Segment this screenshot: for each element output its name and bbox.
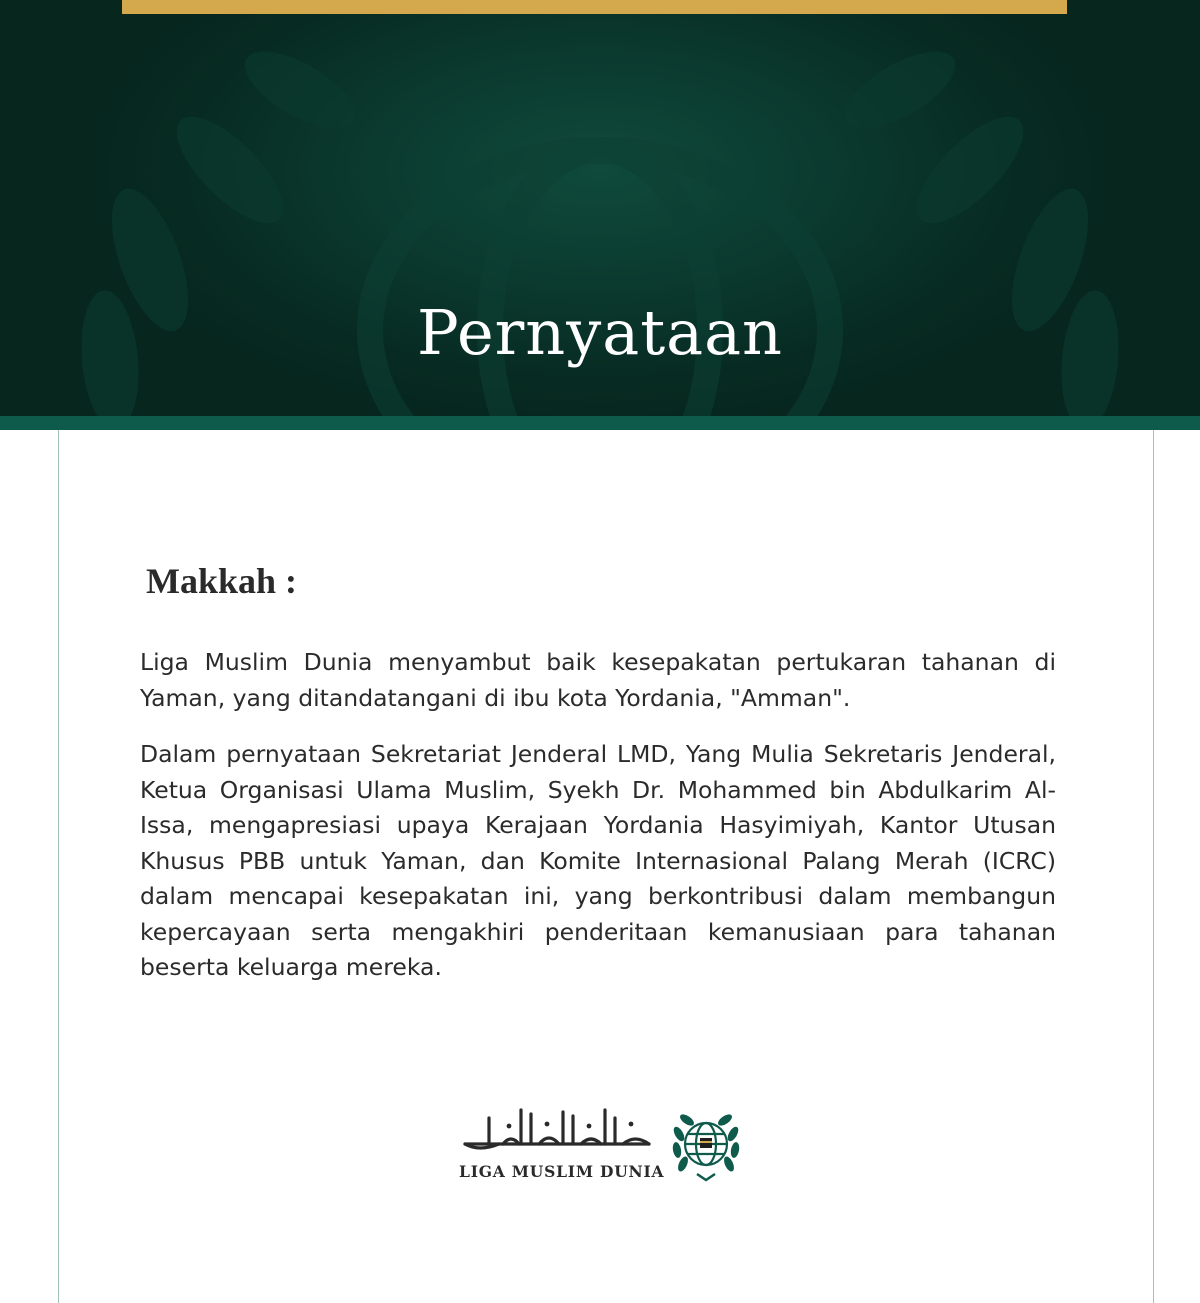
gold-accent-bar (122, 0, 1067, 14)
arabic-calligraphy-wordmark (459, 1104, 659, 1154)
logo-latin-name: LIGA MUSLIM DUNIA (459, 1162, 665, 1181)
frame-border-left (58, 430, 59, 1303)
mwl-logo (455, 1100, 745, 1186)
header-bottom-strip (0, 416, 1200, 430)
article-paragraph-2: Dalam pernyataan Sekretariat Jenderal LMD, Yang Mulia Sekretaris Jenderal, Ketua Organisasi Ulama Muslim, Syekh Dr. Mohammed bin Abdulkarim Al-Issa, mengapresiasi upaya Kerajaan Yordania Hasyimiyah, Kantor Utusan Khusus PBB untuk Yaman, dan Komite Internasional Palang Merah (ICRC) dalam mencapai kesepakatan ini, yang berkontribusi dalam membangun kepercayaan serta mengakhiri penderitaan kemanusiaan para tahanan beserta keluarga mereka. (140, 740, 1056, 981)
header-banner (0, 0, 1200, 418)
dateline-place: Makkah : (146, 561, 298, 601)
globe-laurel-emblem-icon (669, 1104, 743, 1182)
page-title: Pernyataan (417, 296, 783, 369)
frame-border-right (1153, 430, 1154, 1303)
article-paragraph-1: Liga Muslim Dunia menyambut baik kesepakatan pertukaran tahanan di Yaman, yang ditandatangani di ibu kota Yordania, "Amman". (140, 648, 1056, 712)
